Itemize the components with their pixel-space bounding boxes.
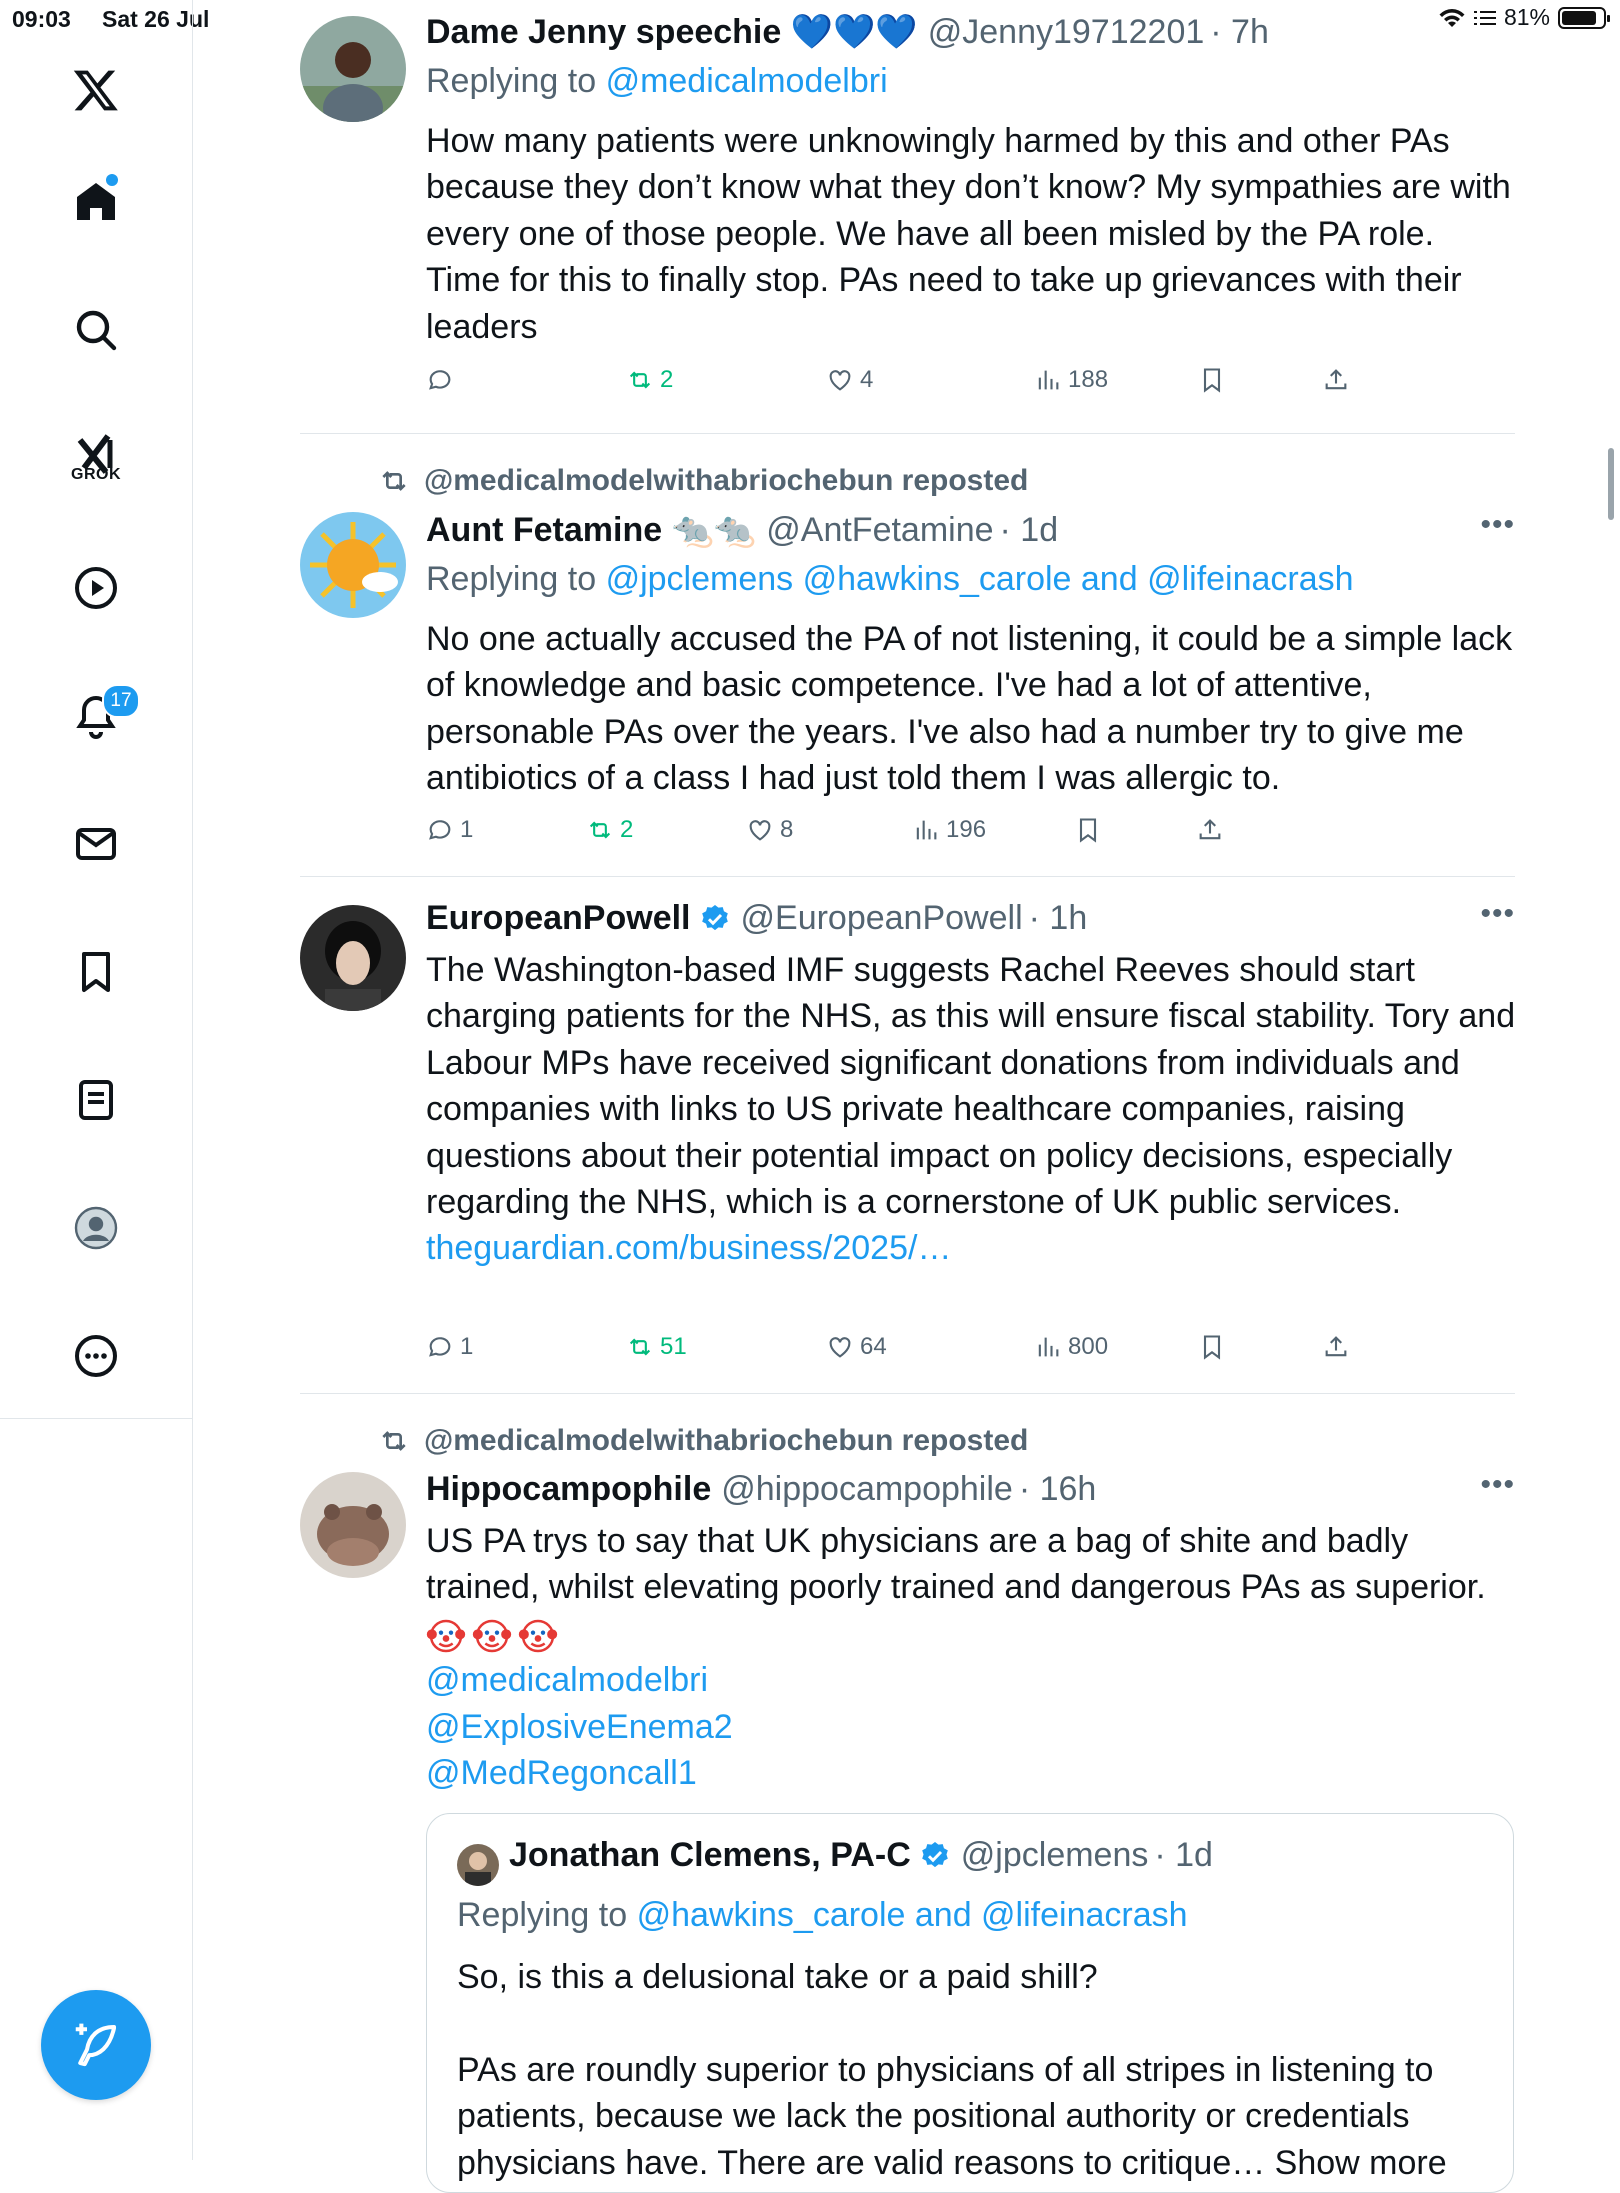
clown-face-icon xyxy=(472,1616,512,1656)
reply-button[interactable] xyxy=(426,366,460,394)
heart-icon xyxy=(826,366,854,394)
heart-icon xyxy=(746,816,774,844)
author-handle[interactable]: @Jenny19712201 xyxy=(927,12,1205,51)
bookmark-button[interactable] xyxy=(1074,816,1102,844)
profile-avatar-icon[interactable] xyxy=(64,1196,128,1260)
video-icon[interactable] xyxy=(64,556,128,620)
bookmark-icon xyxy=(1198,366,1226,394)
bookmark-icon xyxy=(1198,1333,1226,1361)
author-line xyxy=(426,1470,1096,1509)
post-text: US PA trys to say that UK physicians are a bag of shite and badly trained, whilst elevating poorly trained and dangerous PAs as superior. xyxy=(426,1522,1486,1607)
avatar[interactable] xyxy=(300,512,406,618)
like-button[interactable] xyxy=(826,366,873,394)
search-icon[interactable] xyxy=(64,298,128,362)
battery-percent: 81% xyxy=(1503,4,1550,30)
reply-icon xyxy=(426,816,454,844)
author-handle[interactable]: @EuropeanPowell xyxy=(740,899,1023,937)
like-count: 64 xyxy=(860,1333,887,1360)
view-count: 800 xyxy=(1068,1333,1109,1360)
replying-to xyxy=(426,560,1354,599)
views-chart-icon xyxy=(912,816,940,844)
post-text: No one actually accused the PA of not listening, it could be a simple lack of knowledge and basic competence. I've had a lot of attentive, personable PAs over the years. I've also had a number try to give me antibiotics of a class I had just told them I was allergic to. xyxy=(426,620,1513,798)
view-count: 196 xyxy=(946,816,987,843)
quote-text-line: PAs are roundly superior to physicians of all stripes in listening to patients, because we lack the positional authority or credentials physicians have. There are valid reasons to critique… Show more xyxy=(457,2050,1447,2182)
post-time: · 1d xyxy=(999,510,1059,549)
more-menu-icon[interactable]: ••• xyxy=(1480,1468,1515,1501)
bookmarks-icon[interactable] xyxy=(64,940,128,1004)
quote-text xyxy=(457,1954,1487,2186)
avatar[interactable] xyxy=(300,16,406,122)
verified-badge-icon xyxy=(699,903,731,935)
share-icon xyxy=(1322,1333,1350,1361)
clown-face-icon xyxy=(518,1616,558,1656)
repost-icon xyxy=(626,366,654,394)
share-icon xyxy=(1322,366,1350,394)
post-text: How many patients were unknowingly harmed by this and other PAs because they don’t know what they don’t know? My sympathies are with every one of those people. We have all been misled by the PA role. Time for this to finally stop. PAs need to take up grievances with their leaders xyxy=(426,122,1511,346)
mention-link[interactable]: @ExplosiveEnema2 xyxy=(426,1707,733,1746)
author-line xyxy=(426,510,1058,550)
replying-handles[interactable]: @hawkins_carole and @lifeinacrash xyxy=(636,1896,1188,1934)
author-handle[interactable]: @hippocampophile xyxy=(721,1470,1013,1508)
repost-button[interactable] xyxy=(626,1333,687,1361)
share-button[interactable] xyxy=(1196,816,1224,844)
reply-icon xyxy=(426,366,454,394)
share-button[interactable] xyxy=(1322,1333,1350,1361)
battery-icon xyxy=(1558,7,1606,29)
like-button[interactable] xyxy=(746,816,793,844)
avatar[interactable] xyxy=(300,1472,406,1578)
post-actions xyxy=(426,1333,1515,1369)
notifications-bell-icon[interactable] xyxy=(64,684,132,748)
author-line xyxy=(426,899,1087,938)
repost-by-label[interactable]: @medicalmodelwithabriochebun reposted xyxy=(424,1424,1029,1457)
like-button[interactable] xyxy=(826,1333,887,1361)
repost-small-icon xyxy=(378,465,410,497)
post-time: · 16h xyxy=(1018,1470,1097,1508)
like-count: 4 xyxy=(860,366,874,393)
post-text: The Washington-based IMF suggests Rachel Reeves should start charging patients for the NHS, as this will ensure fiscal stability. Tory and Labour MPs have received significant donations from individuals and companies with links to US private healthcare companies, raising questions about their potential impact on policy decisions, especially regarding the NHS, which is a cornerstone of UK public services. xyxy=(426,951,1516,1222)
compose-post-button[interactable] xyxy=(41,1990,151,2100)
lists-icon[interactable] xyxy=(64,1068,128,1132)
heart-icon xyxy=(826,1333,854,1361)
views-chart-icon xyxy=(1034,366,1062,394)
repost-button[interactable] xyxy=(626,366,673,394)
post-body xyxy=(426,1518,1516,1796)
share-button[interactable] xyxy=(1322,366,1350,394)
reply-button[interactable] xyxy=(426,1333,473,1361)
reply-count: 1 xyxy=(460,1333,474,1360)
post-time: · 7h xyxy=(1210,12,1269,51)
author-line xyxy=(426,12,1269,52)
notifications-badge: 17 xyxy=(102,684,140,718)
views-button[interactable] xyxy=(912,816,986,844)
repost-count: 51 xyxy=(660,1333,687,1360)
repost-count: 2 xyxy=(660,366,674,393)
more-menu-icon[interactable]: ••• xyxy=(1480,897,1515,930)
quote-avatar xyxy=(457,1844,499,1886)
avatar[interactable] xyxy=(300,905,406,1011)
bookmark-icon xyxy=(1074,816,1102,844)
repost-icon xyxy=(586,816,614,844)
author-handle[interactable]: @AntFetamine xyxy=(766,510,994,549)
views-button[interactable] xyxy=(1034,1333,1108,1361)
post-body xyxy=(426,947,1516,1272)
replying-prefix: Replying to xyxy=(426,62,597,100)
verified-badge-icon xyxy=(919,1840,951,1872)
clown-emojis xyxy=(426,1615,564,1653)
view-count: 188 xyxy=(1068,366,1109,393)
messages-icon[interactable] xyxy=(64,812,128,876)
quote-author-handle: @jpclemens xyxy=(960,1836,1149,1874)
replying-handles[interactable]: @jpclemens @hawkins_carole and @lifeinacrash xyxy=(605,560,1354,598)
repost-count: 2 xyxy=(620,816,634,843)
grok-label: GROK xyxy=(71,466,121,483)
tweet[interactable] xyxy=(300,0,1515,420)
share-icon xyxy=(1196,816,1224,844)
replying-prefix: Replying to xyxy=(426,560,597,598)
author-name[interactable]: Aunt Fetamine 🐀🐀 xyxy=(426,511,757,549)
sidebar-divider xyxy=(0,1418,192,1419)
quote-replying-to xyxy=(457,1896,1188,1935)
like-count: 8 xyxy=(780,816,794,843)
post-actions xyxy=(426,816,1515,852)
home-icon[interactable] xyxy=(64,170,128,234)
quoted-post[interactable] xyxy=(426,1813,1514,2193)
reply-button[interactable] xyxy=(426,816,473,844)
more-options-icon[interactable] xyxy=(64,1324,128,1388)
scrollbar[interactable] xyxy=(1608,448,1614,520)
repost-context xyxy=(378,464,1028,498)
post-actions xyxy=(426,366,1515,402)
more-menu-icon[interactable]: ••• xyxy=(1480,508,1515,541)
home-unread-dot xyxy=(106,174,118,186)
bookmark-button[interactable] xyxy=(1198,366,1226,394)
article-link[interactable]: theguardian.com/business/2025/… xyxy=(426,1229,952,1268)
quote-author-name: Jonathan Clemens, PA-C xyxy=(509,1836,911,1874)
x-logo-icon[interactable] xyxy=(64,58,128,122)
sidebar xyxy=(0,0,193,2160)
repost-small-icon xyxy=(378,1425,410,1457)
grok-icon[interactable] xyxy=(64,422,128,486)
clown-face-icon xyxy=(426,1616,466,1656)
post-time: · 1h xyxy=(1028,899,1088,937)
quote-text-line: So, is this a delusional take or a paid shill? xyxy=(457,1958,1098,1996)
replying-handle[interactable]: @medicalmodelbri xyxy=(605,62,888,100)
status-time: 09:03 xyxy=(12,6,71,32)
status-date: Sat 26 Jul xyxy=(102,6,210,32)
repost-button[interactable] xyxy=(586,816,633,844)
reply-count: 1 xyxy=(460,816,474,843)
mention-link[interactable]: @medicalmodelbri xyxy=(426,1661,709,1700)
tweet[interactable] xyxy=(300,434,1515,874)
author-name[interactable]: Dame Jenny speechie 💙💙💙 xyxy=(426,13,918,51)
reply-icon xyxy=(426,1333,454,1361)
author-name[interactable]: EuropeanPowell xyxy=(426,899,691,937)
tweet[interactable] xyxy=(300,877,1515,1391)
bookmark-button[interactable] xyxy=(1198,1333,1226,1361)
repost-icon xyxy=(626,1333,654,1361)
repost-context xyxy=(378,1424,1028,1458)
replying-prefix: Replying to xyxy=(457,1896,628,1934)
author-name[interactable]: Hippocampophile xyxy=(426,1470,712,1508)
replying-to xyxy=(426,62,888,101)
compose-feather-icon xyxy=(69,2018,123,2072)
quote-author-line xyxy=(509,1836,1213,1875)
views-chart-icon xyxy=(1034,1333,1062,1361)
quote-time: · 1d xyxy=(1154,1836,1213,1874)
mention-link[interactable]: @MedRegoncall1 xyxy=(426,1754,697,1793)
views-button[interactable] xyxy=(1034,366,1108,394)
repost-by-label[interactable]: @medicalmodelwithabriochebun reposted xyxy=(424,464,1029,497)
